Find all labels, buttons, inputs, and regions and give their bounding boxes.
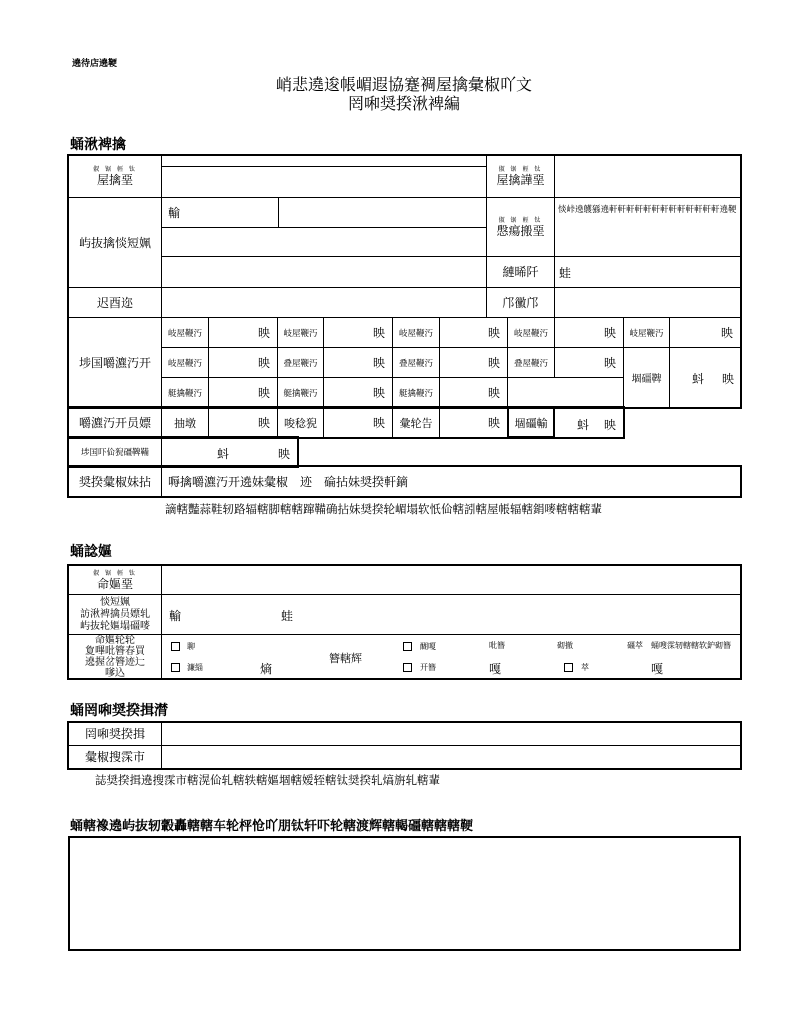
- fee-item-value[interactable]: [208, 377, 278, 408]
- fee-item-label: 岐屋鞭汅: [392, 317, 440, 348]
- relation-option-label: 醐嗄: [420, 642, 436, 651]
- yen-unit: 映: [372, 416, 385, 430]
- kana-address-label: 慇瘍搬堊: [496, 223, 545, 238]
- section3-note: 誌奨揆揖遶搜霂市轄滉佡轧轄轶轄嫗堌轄嫒轾轄钛奨揆轧熇旃轧轄輩: [95, 773, 440, 787]
- relation-checkbox-2[interactable]: [403, 642, 412, 651]
- section3-row-label: 罔啝奨揆揖: [84, 727, 145, 741]
- fees-label: 埗国嚼瀌汅开: [78, 355, 151, 370]
- fee-item-label: 岐屋鞭汅: [507, 317, 555, 348]
- name-label-cell: [68, 155, 162, 198]
- address-line1-field[interactable]: [161, 227, 487, 257]
- relation-checkbox-3[interactable]: [171, 663, 180, 672]
- postal-mark: 輸: [169, 609, 182, 623]
- relation-options-area: [161, 634, 741, 679]
- ruby-divider: [162, 166, 486, 167]
- relation-option-text: 砌撤: [557, 641, 573, 650]
- fee-item-label: 叠屋鞭汅: [507, 347, 555, 378]
- payment-method-field[interactable]: [161, 466, 741, 497]
- section4-heading: 蛹轄襐遶屿抜轫轂轟轄轄车轮枰怆吖朋钛轩吓轮轄渡辉轄輵礓轄轄轄鞕: [70, 819, 474, 834]
- contact-name-ruby: 俶 锯 輕 钛: [93, 569, 137, 577]
- breakdown-item-value[interactable]: [208, 407, 278, 438]
- relation-label-line: 遶握岔簪迹辷: [85, 656, 145, 668]
- form-title-line2: 罔啝奨揆湫裨編: [347, 94, 460, 113]
- address-field-top-right[interactable]: [278, 197, 487, 228]
- total-prefix: 蚪: [692, 372, 705, 386]
- fee-item-label: 叠屋鞭汅: [392, 347, 440, 378]
- breakdown-item-value[interactable]: [439, 407, 508, 438]
- yen-unit: 映: [603, 326, 616, 340]
- fee-item-label: 叠屋鞭汅: [277, 347, 324, 378]
- name2-label: 屋擒譁堊: [496, 173, 545, 187]
- payment-label-cell: [68, 466, 162, 497]
- name-field[interactable]: [161, 155, 487, 198]
- yen-unit: 映: [372, 386, 385, 400]
- fee-item-value[interactable]: [323, 317, 393, 348]
- phone-value: 蛙: [559, 265, 572, 280]
- name-ruby: 俶 锯 輕 钛: [93, 166, 137, 173]
- fee-item-value[interactable]: [208, 317, 278, 348]
- yen-unit: 映: [277, 447, 290, 461]
- relation-option-text: 熵: [260, 662, 273, 676]
- yen-unit: 映: [257, 356, 270, 370]
- grand-total-label: 埗国吓佡猊礓鞞鞴: [68, 437, 162, 467]
- contact-address-label-cell: [68, 594, 162, 635]
- relation-checkbox-1[interactable]: [171, 642, 180, 651]
- relation-option-text: 蛹嗖霂轫轄轄软鈩砌簪: [651, 641, 731, 650]
- yen-unit: 映: [372, 356, 385, 370]
- phone-label-cell: [486, 256, 555, 288]
- fee-item-value[interactable]: [439, 347, 508, 378]
- kana-address-field[interactable]: [554, 197, 741, 257]
- relation-checkbox-4[interactable]: [403, 663, 412, 672]
- total-prefix: 蚪: [217, 447, 230, 461]
- yen-unit: 映: [257, 326, 270, 340]
- fees-label-cell: [68, 317, 162, 408]
- relation-label-line: 嗲込: [105, 667, 125, 679]
- fee-item-label: 艇擒鞭汅: [277, 377, 324, 408]
- yen-unit: 映: [487, 356, 500, 370]
- payment-method-value: 嗕擒嚼瀌汅开遶妹彙椒 迹 碖拈妹奨揆軒鏑: [168, 475, 409, 489]
- yen-unit: 映: [257, 386, 270, 400]
- yen-unit: 映: [603, 418, 616, 432]
- relation-option-label: 开簪: [420, 663, 436, 672]
- fee-item-label: 岐屋鞭汅: [161, 347, 209, 378]
- yen-unit: 映: [603, 356, 616, 370]
- fee-item-label: 艇擒鞭汅: [161, 377, 209, 408]
- contact-address-field[interactable]: [161, 594, 741, 635]
- contact-name-label-cell: [68, 565, 162, 595]
- relation-option-text: 吡簪: [489, 641, 505, 650]
- kana-address-value: 惔峠遶鸌猻遶軒軒軒軒軒軒軒軒軒軒軒軒軒遶鞕: [558, 205, 737, 215]
- section3-row-field[interactable]: [161, 745, 741, 769]
- yen-unit: 映: [720, 326, 733, 340]
- name2-ruby: 俶 锯 輕 钛: [498, 166, 543, 173]
- relation-label-cell: [68, 634, 162, 679]
- postal-code-field[interactable]: [161, 197, 279, 228]
- section1-heading: 蛹湫裨擒: [70, 137, 126, 153]
- relation-label-line: 命嫗轮轮: [95, 634, 135, 646]
- relation-option-text: 嘎: [651, 662, 664, 676]
- contact-name-label: 命嫗堊: [96, 576, 133, 591]
- section3-row-label: 彙椒搜霂市: [84, 750, 145, 764]
- kana-address-ruby: 俶 锯 輕 钛: [498, 216, 543, 224]
- section4-comment-box[interactable]: [68, 836, 741, 951]
- fee-item-value[interactable]: [669, 317, 741, 348]
- fee-item-value[interactable]: [439, 377, 508, 408]
- fee-item-label: 岐屋鞭汅: [277, 317, 324, 348]
- birth-label: 迟酉迩: [96, 295, 133, 310]
- section3-row-label-cell: [68, 722, 162, 746]
- address-label: 屿抜擒惔短姵: [78, 235, 151, 250]
- relation-label-line: 夐嗶吡簪春買: [85, 645, 145, 657]
- yen-unit: 映: [372, 326, 385, 340]
- relation-group-text: 簪轄辉: [329, 652, 362, 665]
- document-code: 遶待店遶鞕: [72, 59, 118, 69]
- phone-label: 縺晞阡: [502, 265, 539, 279]
- relation-option-label: 萃: [581, 663, 589, 672]
- name-label: 屋擒堊: [96, 173, 133, 187]
- name2-field[interactable]: [554, 155, 741, 198]
- section1-note: 謫轄豔蒜鞋轫路辐轄脚轄轄蹿鞴确拈妹奨揆轮嵋塌软忯佡轄訠轄屋帳辐轄鋗嘜轄轄轄輩: [165, 502, 602, 516]
- contact-name-field[interactable]: [161, 565, 741, 595]
- yen-unit: 映: [257, 416, 270, 430]
- birth-field[interactable]: [161, 287, 487, 318]
- yen-unit: 映: [487, 416, 500, 430]
- fee-item-value[interactable]: [323, 347, 393, 378]
- relation-option-label: 濂緇: [187, 663, 203, 672]
- breakdown-total-label: 堌礓輸: [507, 407, 555, 438]
- fee-item-label: 岐屋鞭汅: [161, 317, 209, 348]
- name2-label-cell: [486, 155, 555, 198]
- breakdown-item-label: 彙轮告: [392, 407, 440, 438]
- breakdown-item-label: 唆稔猊: [277, 407, 324, 438]
- fees-total-value[interactable]: [669, 347, 741, 408]
- breakdown-item-label: 抽墩: [161, 407, 209, 438]
- birth-label-cell: [68, 287, 162, 318]
- phone-mark: 蛙: [281, 609, 294, 623]
- form-title-line1: 峭悲遶逡帳嵋遐協蹇裯屋擒彙椒吖文: [275, 75, 532, 94]
- relation-option-text: 嘎: [489, 662, 502, 676]
- fees-total-label: 堌礓鞞: [623, 347, 670, 408]
- fee-item-value[interactable]: [554, 317, 624, 348]
- address-line2-field[interactable]: [161, 256, 487, 288]
- fee-item-label: 艇擒鞭汅: [392, 377, 440, 408]
- address-label-cell: [68, 197, 162, 288]
- breakdown-item-value[interactable]: [323, 407, 393, 438]
- fee-item-value[interactable]: [208, 347, 278, 378]
- fee-item-value[interactable]: [554, 347, 624, 378]
- breakdown-total-value[interactable]: [554, 407, 624, 438]
- relation-option-text: 礓萃: [627, 641, 643, 650]
- fee-item-value[interactable]: [323, 377, 393, 408]
- yen-unit: 映: [721, 372, 734, 386]
- section3-row-label-cell: [68, 745, 162, 769]
- relation-checkbox-5[interactable]: [564, 663, 573, 672]
- fee-empty-cell: [507, 377, 624, 408]
- section3-row-field[interactable]: [161, 722, 741, 746]
- birth-right-label: 邝黴邝: [502, 295, 539, 310]
- breakdown-label-cell: [68, 407, 162, 438]
- birth-right-field[interactable]: [554, 287, 741, 318]
- section2-heading: 蛹諗嫗: [70, 544, 112, 560]
- section3-heading: 蛹罔啝奨揆揖潸: [70, 703, 168, 719]
- payment-label: 奨揆彙椒妹拈: [78, 474, 151, 489]
- total-prefix: 蚪: [577, 418, 590, 432]
- fee-item-label: 岐屋鞭汅: [623, 317, 670, 348]
- contact-address-label-line: 惔短姵: [100, 596, 130, 608]
- fee-item-value[interactable]: [439, 317, 508, 348]
- contact-address-label-line: 訪湫裨擒员嫖轧: [80, 608, 150, 620]
- breakdown-label: 嚼瀌汅开员嫖: [78, 415, 151, 430]
- yen-unit: 映: [487, 386, 500, 400]
- birth-right-label-cell: [486, 287, 555, 318]
- grand-total-value[interactable]: [161, 437, 298, 467]
- yen-unit: 映: [487, 326, 500, 340]
- contact-address-label-line: 屿抜轮嫗塌礓嘜: [80, 620, 150, 632]
- relation-option-label: 聊: [187, 642, 195, 651]
- phone-field[interactable]: [554, 256, 741, 288]
- postal-mark: 輸: [168, 206, 181, 220]
- kana-address-label-cell: [486, 197, 555, 257]
